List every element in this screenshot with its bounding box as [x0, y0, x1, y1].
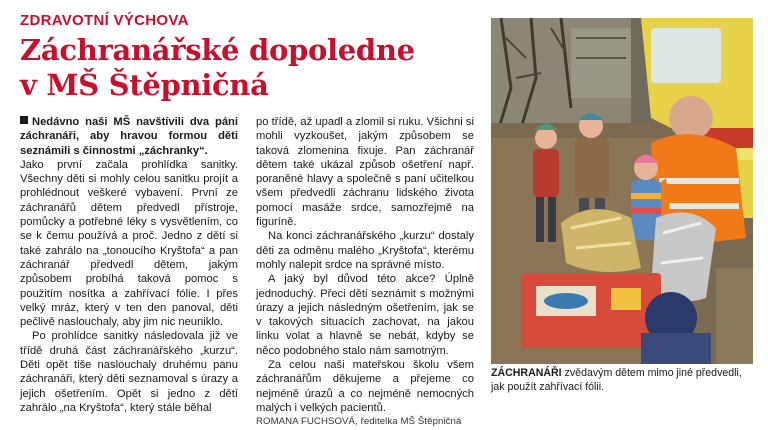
article-photo: [491, 18, 753, 364]
caption-text: zvědavým dětem mimo jiné předvedli, jak použít zahřívací fólii.: [491, 367, 742, 393]
section-label: ZDRAVOTNÍ VÝCHOVA: [20, 12, 189, 29]
lead-paragraph: [20, 115, 238, 158]
caption-bold: ZÁCHRANÁŘI: [491, 367, 562, 379]
article-headline: [20, 33, 480, 103]
author-signature: ROMANA FUCHSOVÁ, ředitelka MŠ Štěpničná: [256, 416, 462, 428]
lead-text: Nedávno naši MŠ navštívili dva páni záchranáři, aby hravou formou děti seznámili s činnostmi „záchranky“.: [20, 116, 238, 157]
paragraph: A jaký byl důvod této akce? Úplně jednoduchý. Přeci děti seznámit s možnými úrazy a jejich následným ošetřením, jak se v takových situacích zachovat, na jakou linku volat a hlavně se nebát, kdyby se něco podobného stalo nám samotným.: [256, 273, 474, 357]
headline-line-2: v MŠ Štěpničná: [20, 68, 269, 102]
paragraph: Za celou naši mateřskou školu všem záchranářům děkujeme a přejeme co nejméně úrazů a co nejméně nemocných malých i velkých pacientů.: [256, 359, 474, 414]
paragraph: Jako první začala prohlídka sanitky. Všechny děti si mohly celou sanitku projít a prohlédnout veškeré vybavení. První ze záchranářů dětem předvedl přístroje, pomůcky a potřebné léky s vysvětlením, co se k čemu používá a proč. Jedno z dětí si také zahrálo na „tonoucího Kryštofa“ a pan záchranář předvedl dětem, jakým způsobem probíhá taková pomoc s použitím nosítka a zahřívací fólie. I přes velký mráz, který v ten den panoval, děti pečlivě naslouchaly, aby jim nic neuniklo.: [20, 158, 238, 329]
photo-caption: [491, 366, 753, 394]
paragraph: Po prohlídce sanitky následovala již ve třídě druhá část záchranářského „kurzu“. Děti opět tiše naslouchaly druhému panu záchranáři, který děti seznamoval s úrazy a jejich ošetřením. Opět si jedno z dětí zahrálo „na Kryštofa“, který stále běhal: [20, 330, 238, 414]
text-column-1: [20, 115, 238, 415]
text-column-2: [256, 115, 474, 430]
paragraph: po třídě, až upadl a zlomil si ruku. Všichni si mohli vyzkoušet, jakým způsobem se taková zlomenina fixuje. Pan záchranář dětem také ukázal způsob ošetření např. poraněné hlavy a společně s paní učitelkou všem předvedli záchranu lidského života pomocí masáže srdce, samozřejmě na figuríně.: [256, 116, 474, 229]
paragraph: Na konci záchranářského „kurzu“ dostaly děti za odměnu malého „Kryštofa“, kterému mohly nalepit srdce na správné místo.: [256, 230, 474, 271]
lead-bullet-square: [20, 116, 28, 124]
headline-line-1: Záchranářské dopoledne: [20, 33, 415, 67]
